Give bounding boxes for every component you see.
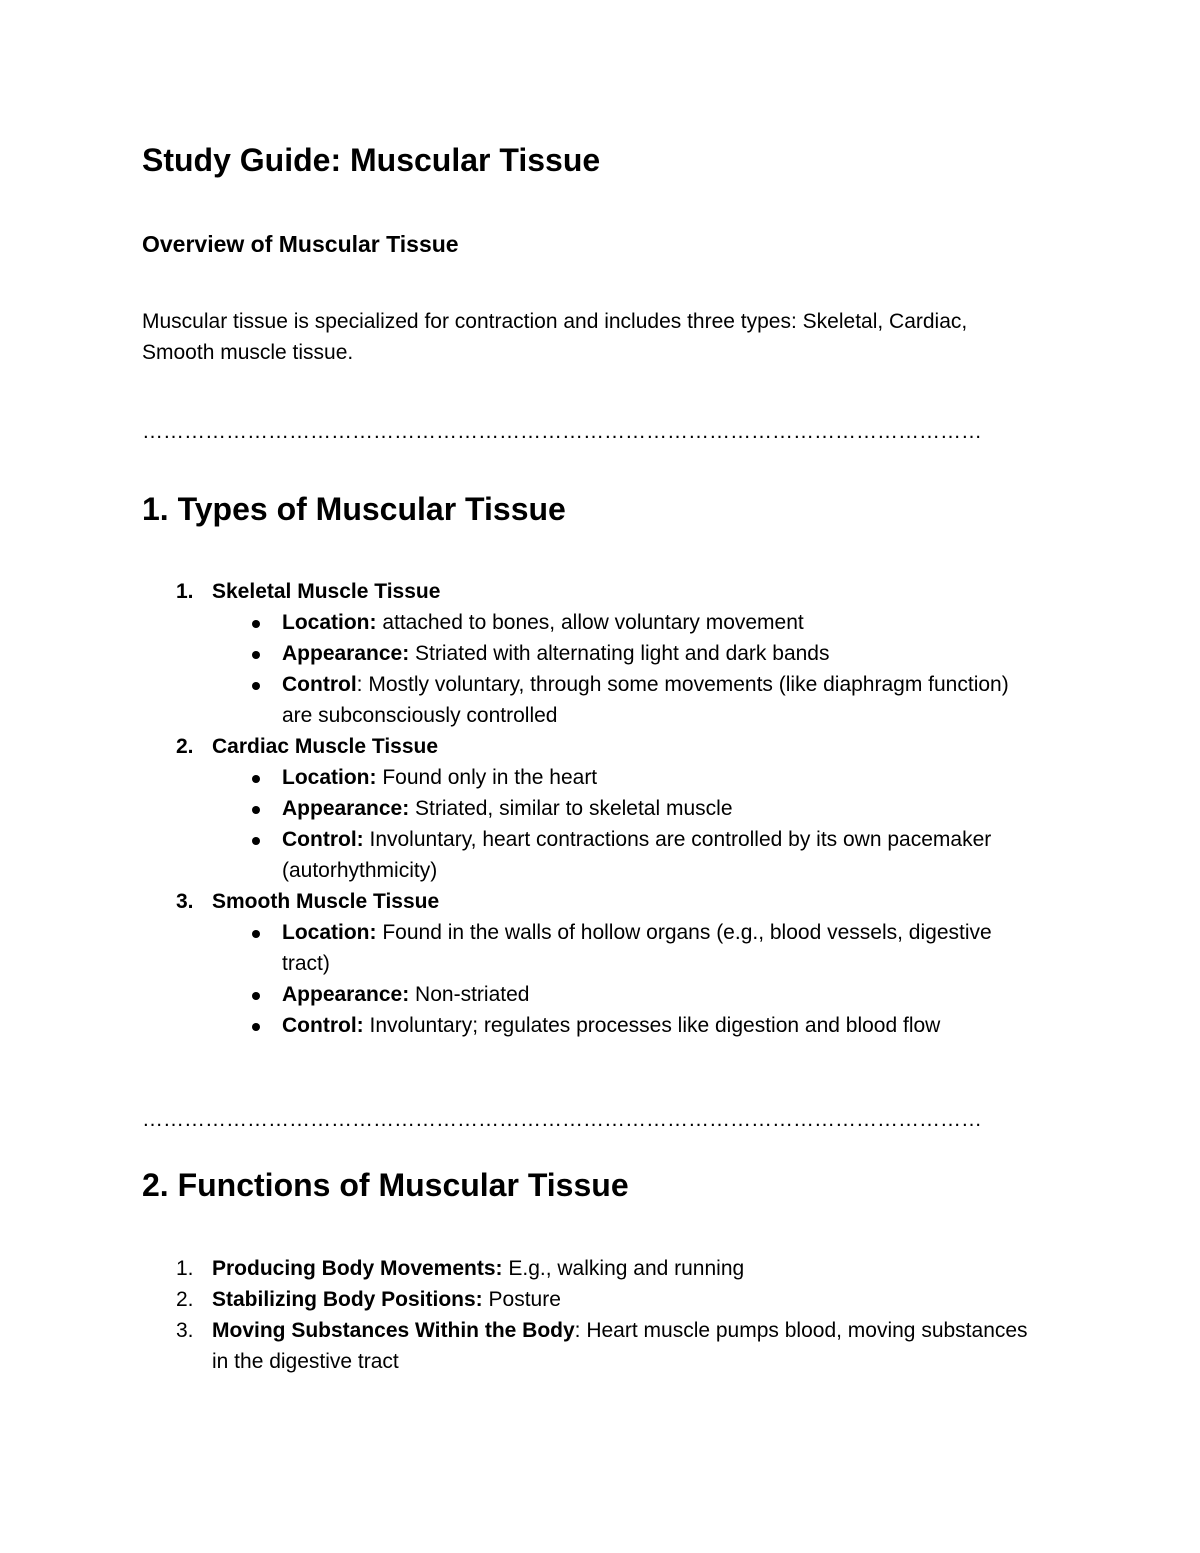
function-label: Stabilizing Body Positions: xyxy=(212,1288,483,1311)
bullet-icon xyxy=(252,992,260,1000)
function-text: Posture xyxy=(482,1288,561,1311)
bullet-text: Striated with alternating light and dark bands xyxy=(409,642,830,665)
bullet-icon xyxy=(252,775,260,783)
bullet-icon xyxy=(252,682,260,690)
bullet-label: Control: xyxy=(282,828,364,851)
bullet-label: Appearance: xyxy=(282,642,410,665)
functions-list xyxy=(142,1253,1102,1377)
bullet-icon xyxy=(252,651,260,659)
bullet-text: : Mostly voluntary, through some movements (like diaphragm function) are subconsciously controlled xyxy=(282,673,1009,727)
list-number: 1. xyxy=(176,580,194,603)
function-text: E.g., walking and running xyxy=(502,1257,745,1280)
bullet-list xyxy=(212,762,1102,886)
bullet-item xyxy=(212,1010,1022,1041)
list-number: 2. xyxy=(176,1288,194,1311)
tissue-type-title: Cardiac Muscle Tissue xyxy=(212,735,439,758)
bullet-text: Striated, similar to skeletal muscle xyxy=(409,797,733,820)
bullet-text: Involuntary; regulates processes like digestion and blood flow xyxy=(363,1014,941,1037)
types-list xyxy=(142,576,1102,1041)
list-item xyxy=(142,731,1102,886)
bullet-icon xyxy=(252,620,260,628)
bullet-item xyxy=(212,917,1022,979)
bullet-label: Location: xyxy=(282,766,377,789)
tissue-type-title: Skeletal Muscle Tissue xyxy=(212,580,441,603)
list-item xyxy=(142,1253,1102,1284)
bullet-text: Non-striated xyxy=(409,983,530,1006)
list-number: 1. xyxy=(176,1257,194,1280)
bullet-label: Control xyxy=(282,673,357,696)
overview-paragraph: Muscular tissue is specialized for contraction and includes three types: Skeletal, Cardiac, Smooth muscle tissue. xyxy=(142,310,968,364)
list-item xyxy=(142,1284,1102,1315)
bullet-icon xyxy=(252,806,260,814)
bullet-list xyxy=(212,917,1102,1041)
bullet-list xyxy=(212,607,1102,731)
bullet-item xyxy=(212,979,1022,1010)
bullet-item xyxy=(212,762,1022,793)
bullet-label: Location: xyxy=(282,611,377,634)
function-label: Moving Substances Within the Body xyxy=(212,1319,575,1342)
bullet-label: Control: xyxy=(282,1014,364,1037)
dotted-divider: ………………………………………………………………………………………………………… xyxy=(142,1108,982,1131)
bullet-icon xyxy=(252,1023,260,1031)
section-functions-heading: 2. Functions of Muscular Tissue xyxy=(142,1167,629,1203)
bullet-icon xyxy=(252,930,260,938)
bullet-text: Found only in the heart xyxy=(376,766,598,789)
list-number: 3. xyxy=(176,890,194,913)
list-number: 2. xyxy=(176,735,194,758)
bullet-item xyxy=(212,607,1022,638)
bullet-text: Involuntary, heart contractions are controlled by its own pacemaker (autorhythmicity) xyxy=(282,828,992,882)
list-number: 3. xyxy=(176,1319,194,1342)
bullet-item xyxy=(212,638,1022,669)
list-item xyxy=(142,576,1102,731)
bullet-text: Found in the walls of hollow organs (e.g., blood vessels, digestive tract) xyxy=(282,921,992,975)
bullet-label: Location: xyxy=(282,921,377,944)
bullet-icon xyxy=(252,837,260,845)
bullet-label: Appearance: xyxy=(282,797,410,820)
section-types-heading: 1. Types of Muscular Tissue xyxy=(142,491,566,527)
list-item xyxy=(142,1315,1032,1377)
bullet-item xyxy=(212,824,1022,886)
list-item xyxy=(142,886,1102,1041)
function-label: Producing Body Movements: xyxy=(212,1257,503,1280)
bullet-item xyxy=(212,793,1022,824)
bullet-label: Appearance: xyxy=(282,983,410,1006)
page-title: Study Guide: Muscular Tissue xyxy=(142,142,601,178)
tissue-type-title: Smooth Muscle Tissue xyxy=(212,890,440,913)
bullet-text: attached to bones, allow voluntary movement xyxy=(376,611,804,634)
overview-heading: Overview of Muscular Tissue xyxy=(142,231,459,257)
function-text: : Heart muscle pumps blood, moving substances in the digestive tract xyxy=(212,1319,1028,1373)
bullet-item xyxy=(212,669,1022,731)
dotted-divider: ………………………………………………………………………………………………………… xyxy=(142,420,982,443)
